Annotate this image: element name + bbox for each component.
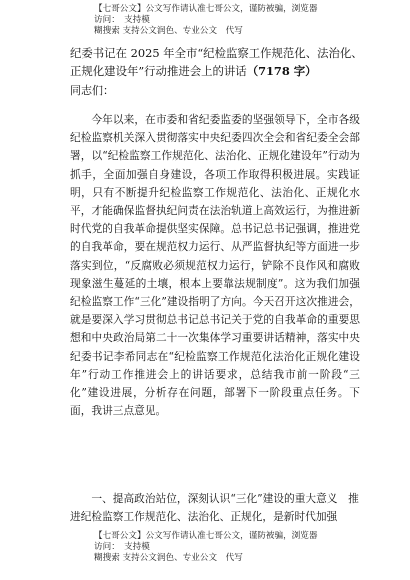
section-heading: 一、提高政治站位，深刻认识“三化”建设的重大意义 推进纪检监察工作规范化、法治化、正规化，是新时代加强 xyxy=(70,492,359,524)
header-notice-line2: 糊搜索 支持公文润色、专业公文 代写 xyxy=(94,26,243,36)
footer-notice xyxy=(94,531,324,564)
header-notice-line1: 【七哥公文】公文写作请认准七哥公文，谨防被骗，浏览器访问： 支持模 xyxy=(94,4,318,25)
document-title xyxy=(70,45,370,80)
header-notice xyxy=(94,4,324,37)
footer-notice-line2: 糊搜索 支持公文润色、专业公文 代写 xyxy=(94,553,243,563)
salutation: 同志们： xyxy=(70,84,114,97)
speech-body xyxy=(70,111,360,420)
title-word-count: （7178 字） xyxy=(246,63,317,78)
title-text: 纪委书记在 2025 年全市“纪检监察工作规范化、法治化、正规化建设年”行动推进会上的讲话 xyxy=(70,46,363,78)
body-paragraph: 今年以来，在市委和省纪委监委的坚强领导下，全市各级纪检监察机关深入贯彻落实中央纪委四次全会和省纪委全会部署，以“纪检监察工作规范化、法治化、正规化建设年”行动为抓手，全面加强自身建设，各项工作取得积极进展。实践证明，只有不断提升纪检监察工作规范化、法治化、正规化水平，才能确保监督执纪问责在法治轨道上高效运行，为推进新时代党的自我革命提供坚实保障。总书记总书记强调，推进党的自我革命，要在规范权力运行、从严监督执纪等方面进一步落实到位，“反腐败必须规范权力运行，铲除不良作风和腐败现象滋生蔓延的土壤，根本上要靠法规制度”。这为我们加强纪检监察工作“三化”建设指明了方向。今天召开这次推进会，就是要深入学习贯彻总书记总书记关于党的自我革命的重要思想和中央政治局第二十一次集体学习重要讲话精神，落实中央纪委书记李希同志在“纪检监察工作规范化法治化正规化建设年”行动工作推进会上的讲话要求，总结我市前一阶段“三化”建设进展，分析存在问题，部署下一阶段重点任务。下面，我讲三点意见。 xyxy=(70,113,360,418)
footer-notice-line1: 【七哥公文】公文写作请认准七哥公文，谨防被骗，浏览器访问： 支持模 xyxy=(94,531,318,552)
